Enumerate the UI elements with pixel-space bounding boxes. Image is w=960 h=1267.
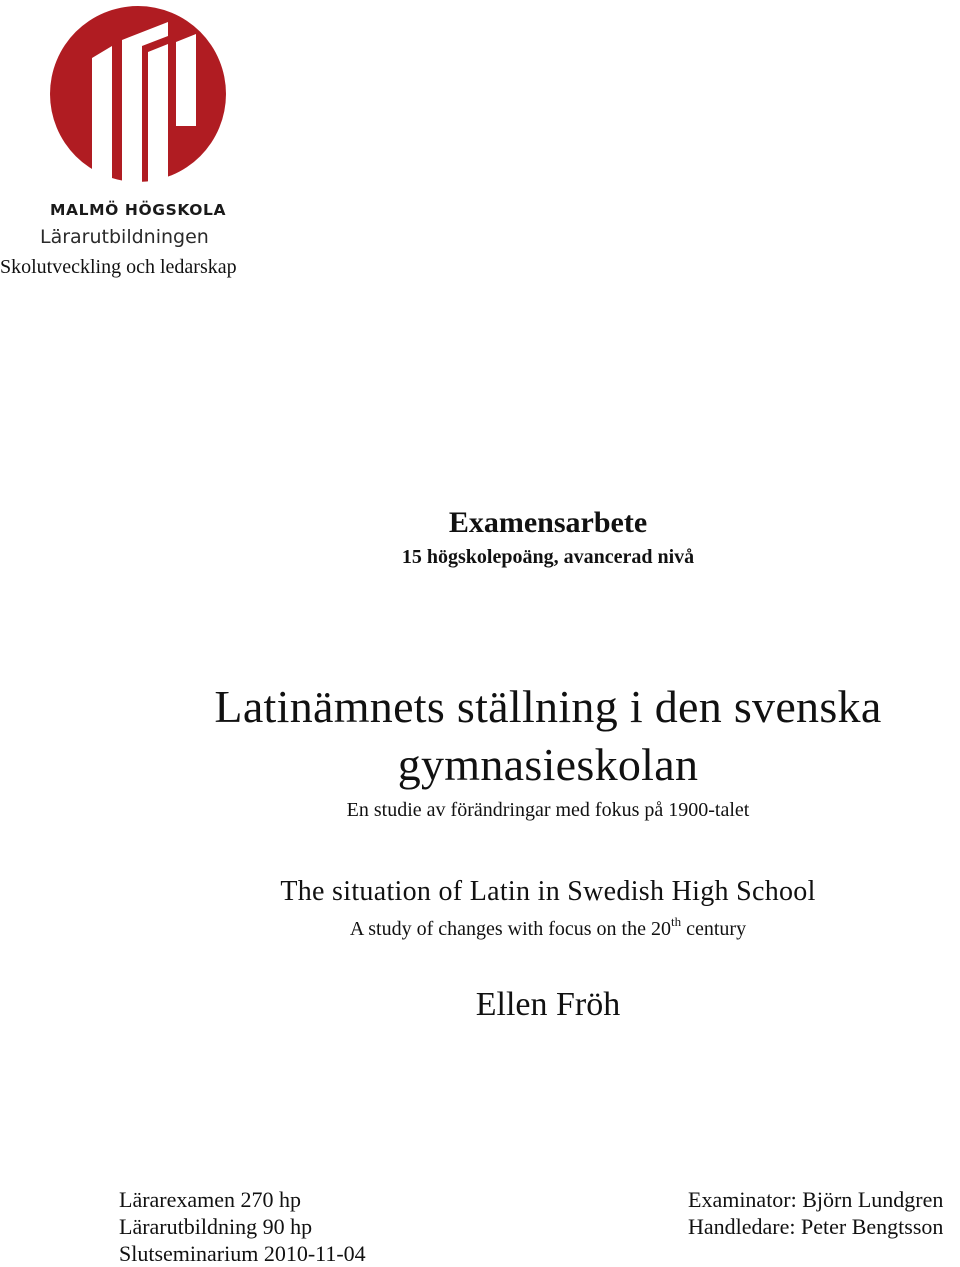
credits-level: 15 högskolepoäng, avancerad nivå	[401, 546, 695, 568]
swedish-title-line-1: Latinämnets ställning i den svenska	[214, 681, 882, 732]
university-logo	[48, 6, 228, 218]
supervisor: Handledare: Peter Bengtsson	[688, 1214, 944, 1239]
english-subtitle-main: A study of changes with focus on the 20	[349, 918, 671, 940]
exam-program-credits: Lärarutbildning 90 hp	[119, 1214, 313, 1239]
swedish-title-line-2: gymnasieskolan	[397, 739, 699, 790]
document-type: Examensarbete	[448, 506, 648, 539]
logo-wordmark: MALMÖ HÖGSKOLA	[50, 201, 227, 219]
program-name: Skolutveckling och ledarskap	[0, 256, 237, 278]
english-title: The situation of Latin in Swedish High School	[280, 876, 816, 907]
english-subtitle-superscript: th	[670, 914, 682, 929]
supervision-info	[688, 1186, 943, 1240]
examiner: Examinator: Björn Lundgren	[688, 1187, 944, 1212]
author-name: Ellen Fröh	[475, 986, 621, 1023]
department-name: Lärarutbildningen	[40, 226, 209, 248]
exam-info	[119, 1186, 366, 1267]
exam-degree: Lärarexamen 270 hp	[119, 1187, 302, 1212]
seminar-date: Slutseminarium 2010-11-04	[119, 1241, 366, 1266]
malmo-hogskola-emblem-icon	[48, 6, 228, 201]
english-subtitle	[136, 914, 960, 941]
swedish-subtitle: En studie av förändringar med fokus på 1900-talet	[346, 799, 750, 821]
english-subtitle-end: century	[681, 918, 747, 940]
